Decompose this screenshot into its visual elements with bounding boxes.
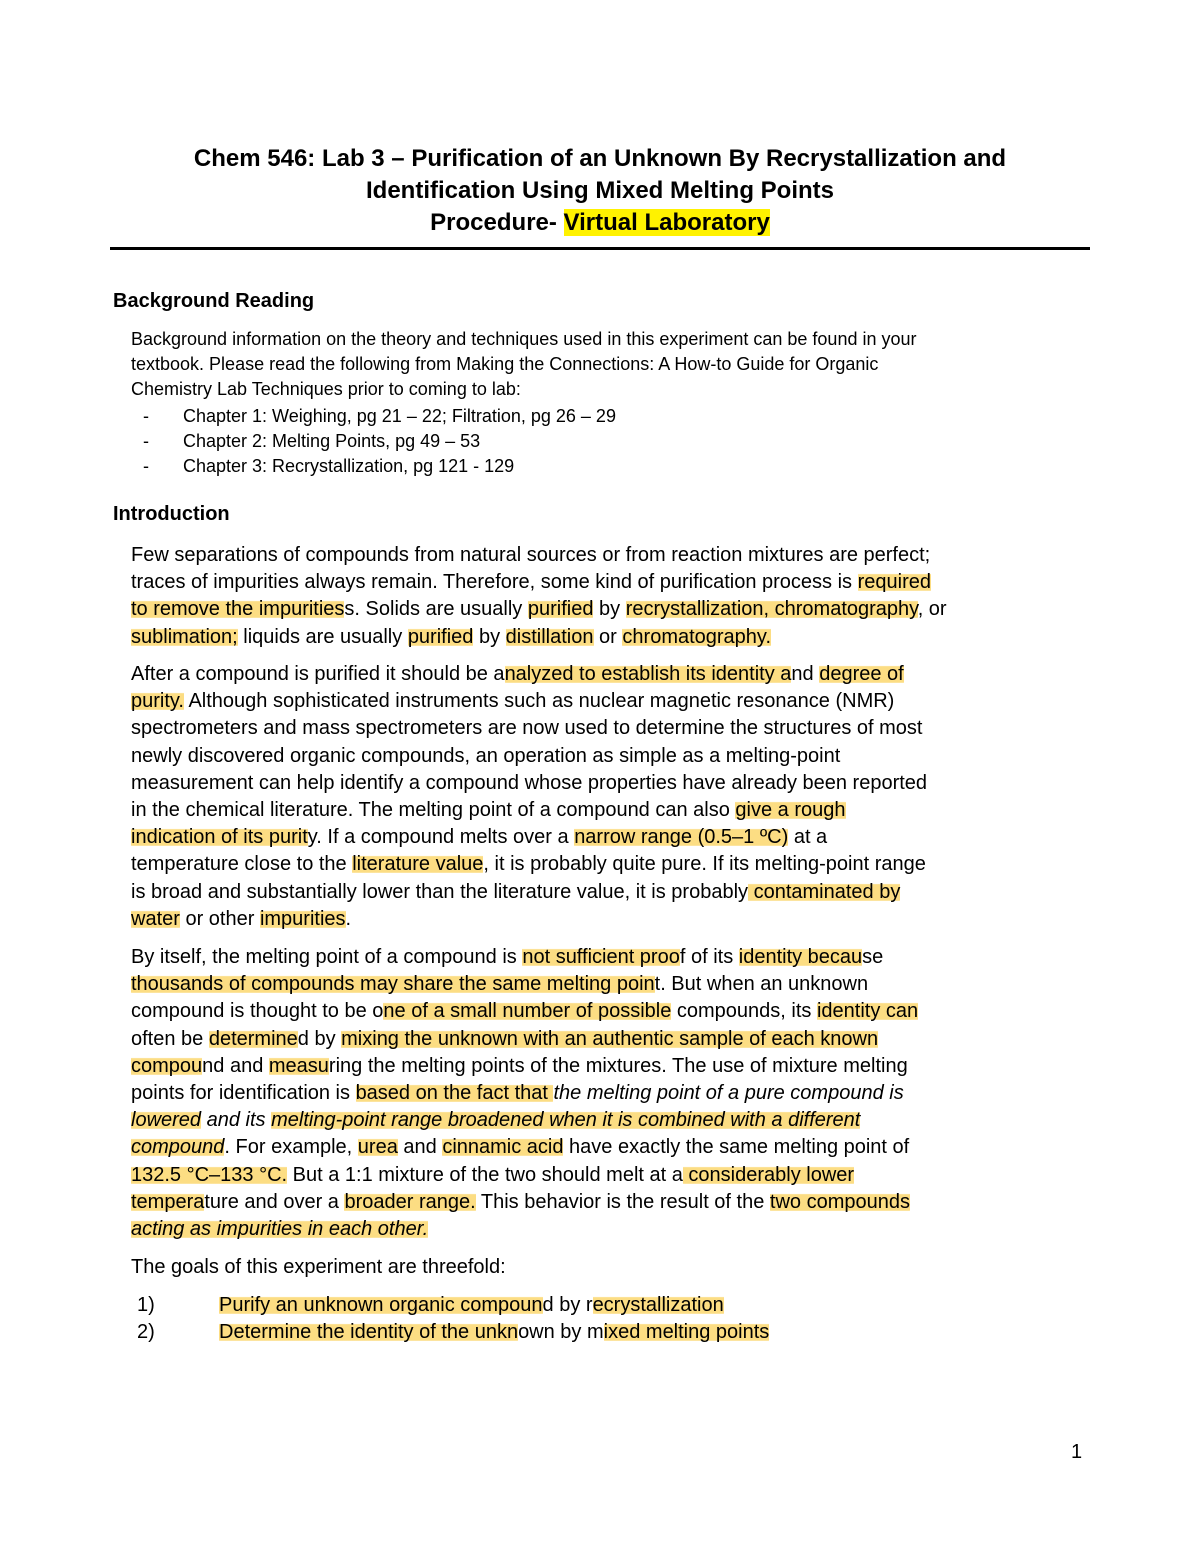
text-run: own by m (518, 1321, 604, 1343)
text-run: traces of impurities always remain. Therefore, some kind of purification process is (131, 571, 858, 594)
text-run: nd and (202, 1054, 269, 1077)
text-run: s. Solids are usually (344, 598, 528, 621)
highlighted-text: ne of a small number of possible (383, 1000, 672, 1023)
chapter-text: Chapter 3: Recrystallization, pg 121 - 129 (183, 456, 515, 476)
text-line: newly discovered organic compounds, an operation as simple as a melting-point (131, 744, 841, 767)
highlighted-text: identity becau (738, 946, 863, 968)
chapter-text: Chapter 1: Weighing, pg 21 – 22; Filtration, pg 26 – 29 (183, 406, 616, 426)
list-bullet: - (143, 431, 149, 451)
text-line (131, 851, 1101, 878)
text-run: often be (131, 1027, 209, 1050)
goal-number: 2) (137, 1321, 155, 1343)
text-line (131, 569, 1101, 596)
text-run: But a 1:1 mixture of the two should melt at a (287, 1163, 683, 1186)
highlighted-text: nalyzed to establish its identity a (504, 663, 792, 685)
goal-number: 1) (137, 1294, 155, 1316)
highlighted-text: water (131, 907, 180, 930)
highlighted-text: determine (208, 1027, 298, 1050)
intro-paragraph-3 (131, 944, 1101, 1243)
list-bullet: - (143, 456, 149, 476)
text-run: liquids are usually (237, 625, 408, 648)
highlighted-text: required (857, 571, 931, 594)
highlighted-text: cinnamic acid (442, 1136, 564, 1159)
list-item (143, 404, 616, 429)
highlighted-text: give a rough (735, 799, 846, 822)
highlighted-text: impurities (259, 907, 346, 930)
highlighted-text: ecrystallization (592, 1294, 724, 1316)
goals-list (137, 1292, 769, 1346)
text-run: t. But when an unknown (654, 973, 869, 996)
highlighted-text: recrystallization, chromatography (625, 598, 918, 621)
text-line (131, 688, 1101, 715)
list-item (143, 454, 616, 479)
highlighted-text: two compounds (769, 1190, 910, 1213)
highlighted-italic-text: compound (131, 1136, 225, 1159)
text-line (131, 944, 1101, 971)
highlighted-text: literature value (352, 853, 484, 876)
introduction-heading: Introduction (113, 503, 230, 525)
text-run: y. If a compound melts over a (307, 826, 575, 849)
goals-intro: The goals of this experiment are threefold: (131, 1256, 506, 1278)
intro-paragraph-1 (131, 542, 1101, 651)
text-line (131, 1189, 1101, 1216)
title-divider (110, 247, 1090, 250)
highlighted-italic-text: acting as impurities in each other. (131, 1218, 429, 1241)
highlighted-text: mixing the unknown with an authentic sample of each known (341, 1027, 879, 1050)
text-run: d by (297, 1027, 342, 1050)
chapter-text: Chapter 2: Melting Points, pg 49 – 53 (183, 431, 481, 451)
text-line (131, 1216, 1101, 1243)
text-run: by (593, 598, 626, 621)
text-run: points for identification is (131, 1082, 356, 1105)
title-prefix: Procedure- (430, 209, 564, 236)
italic-text: and its (201, 1109, 272, 1132)
text-run: Few separations of compounds from natural sources or from reaction mixtures are perfect; (131, 544, 931, 566)
text-run: is broad and substantially lower than the literature value, it is probably (131, 880, 749, 903)
highlighted-text: distillation (505, 625, 594, 648)
highlighted-text: contaminated by (748, 880, 901, 903)
title-line-2: Identification Using Mixed Melting Points (365, 177, 834, 204)
background-line: textbook. Please read the following from Making the Connections: A How-to Guide for Organic (131, 354, 879, 374)
highlighted-text: sublimation; (131, 625, 238, 648)
title-highlight: Virtual Laboratory (563, 209, 770, 236)
text-line (131, 1080, 1101, 1107)
text-run: temperature close to the (131, 853, 353, 876)
background-paragraph (131, 327, 1091, 402)
text-run: or other (179, 907, 260, 930)
text-run: at a (788, 826, 828, 849)
text-run: se (862, 946, 884, 968)
highlighted-text: degree of (819, 663, 904, 685)
text-line (131, 998, 1101, 1025)
text-line (131, 971, 1101, 998)
highlighted-italic-text: lowered (131, 1109, 202, 1132)
text-run: d by r (542, 1294, 593, 1316)
highlighted-text: based on the fact that (355, 1082, 554, 1105)
text-line (131, 906, 1101, 933)
text-run: or (593, 625, 623, 648)
list-bullet: - (143, 406, 149, 426)
text-run: have exactly the same melting point of (563, 1136, 910, 1159)
text-run: by (473, 625, 506, 648)
text-run: ture and over a (204, 1190, 345, 1213)
text-line (131, 1053, 1101, 1080)
highlighted-text: thousands of compounds may share the same melting poin (131, 973, 655, 996)
text-line (131, 1134, 1101, 1161)
highlighted-text: purity. (131, 690, 184, 713)
text-line (131, 596, 1101, 623)
document-title (100, 143, 1100, 239)
highlighted-text: not sufficient proo (522, 946, 680, 968)
text-run: ring the melting points of the mixtures. The use of mixture melting (328, 1054, 908, 1077)
highlighted-text: purified (527, 598, 594, 621)
text-run: f of its (679, 946, 739, 968)
background-heading: Background Reading (113, 290, 315, 312)
text-run: compound is thought to be o (131, 1000, 384, 1023)
page-number: 1 (1071, 1441, 1083, 1463)
text-run: Although sophisticated instruments such as nuclear magnetic resonance (NMR) (183, 690, 895, 713)
highlighted-text: to remove the impurities (131, 598, 345, 621)
text-line (131, 1162, 1101, 1189)
highlighted-text: Purify an unknown organic compoun (219, 1294, 543, 1316)
text-run: After a compound is purified it should be a (131, 663, 505, 685)
text-line (131, 624, 1101, 651)
text-line (131, 542, 1101, 569)
text-run: . (345, 907, 352, 930)
highlighted-text: indication of its purit (131, 826, 308, 849)
highlighted-italic-text: melting-point range broadened when it is combined with a different (271, 1109, 861, 1132)
text-run: . For example, (224, 1136, 358, 1159)
highlighted-text: broader range. (344, 1190, 476, 1213)
text-line (131, 879, 1101, 906)
text-run: , or (917, 598, 947, 621)
text-line (131, 1107, 1101, 1134)
intro-paragraph-2 (131, 661, 1101, 933)
highlighted-text: purified (407, 625, 474, 648)
highlighted-text: Determine the identity of the unkn (219, 1321, 519, 1343)
text-line (131, 1026, 1101, 1053)
background-line: Chemistry Lab Techniques prior to coming to lab: (131, 379, 521, 399)
highlighted-text: ixed melting points (603, 1321, 770, 1343)
reading-list (143, 404, 616, 479)
highlighted-text: compou (131, 1054, 203, 1077)
text-line: measurement can help identify a compound whose properties have already been reported (131, 771, 928, 794)
highlighted-text: measu (268, 1054, 329, 1077)
list-item (143, 429, 616, 454)
text-run: nd (791, 663, 820, 685)
title-line-1: Chem 546: Lab 3 – Purification of an Unknown By Recrystallization and (193, 145, 1007, 172)
title-line-3 (100, 207, 1100, 239)
italic-text: the melting point of a pure compound is (553, 1082, 904, 1105)
highlighted-text: considerably lower (682, 1163, 855, 1186)
text-run: This behavior is the result of the (475, 1190, 770, 1213)
text-run: By itself, the melting point of a compound is (131, 946, 523, 968)
text-line (131, 824, 1101, 851)
highlighted-text: urea (357, 1136, 398, 1159)
text-line: spectrometers and mass spectrometers are now used to determine the structures of most (131, 717, 923, 740)
highlighted-text: identity can (816, 1000, 919, 1023)
highlighted-text: 132.5 °C–133 °C. (131, 1163, 288, 1186)
text-run: compounds, its (671, 1000, 817, 1023)
background-line: Background information on the theory and techniques used in this experiment can be found in your (131, 329, 917, 349)
list-item (137, 1319, 769, 1346)
text-line (131, 797, 1101, 824)
text-run: in the chemical literature. The melting point of a compound can also (131, 799, 736, 822)
list-item (137, 1292, 769, 1319)
text-line (131, 661, 1101, 688)
highlighted-text: narrow range (0.5–1 ºC) (574, 826, 789, 849)
highlighted-text: chromatography. (622, 625, 771, 648)
text-run: , it is probably quite pure. If its melting-point range (483, 853, 926, 876)
text-run: and (397, 1136, 443, 1159)
highlighted-text: tempera (131, 1190, 205, 1213)
